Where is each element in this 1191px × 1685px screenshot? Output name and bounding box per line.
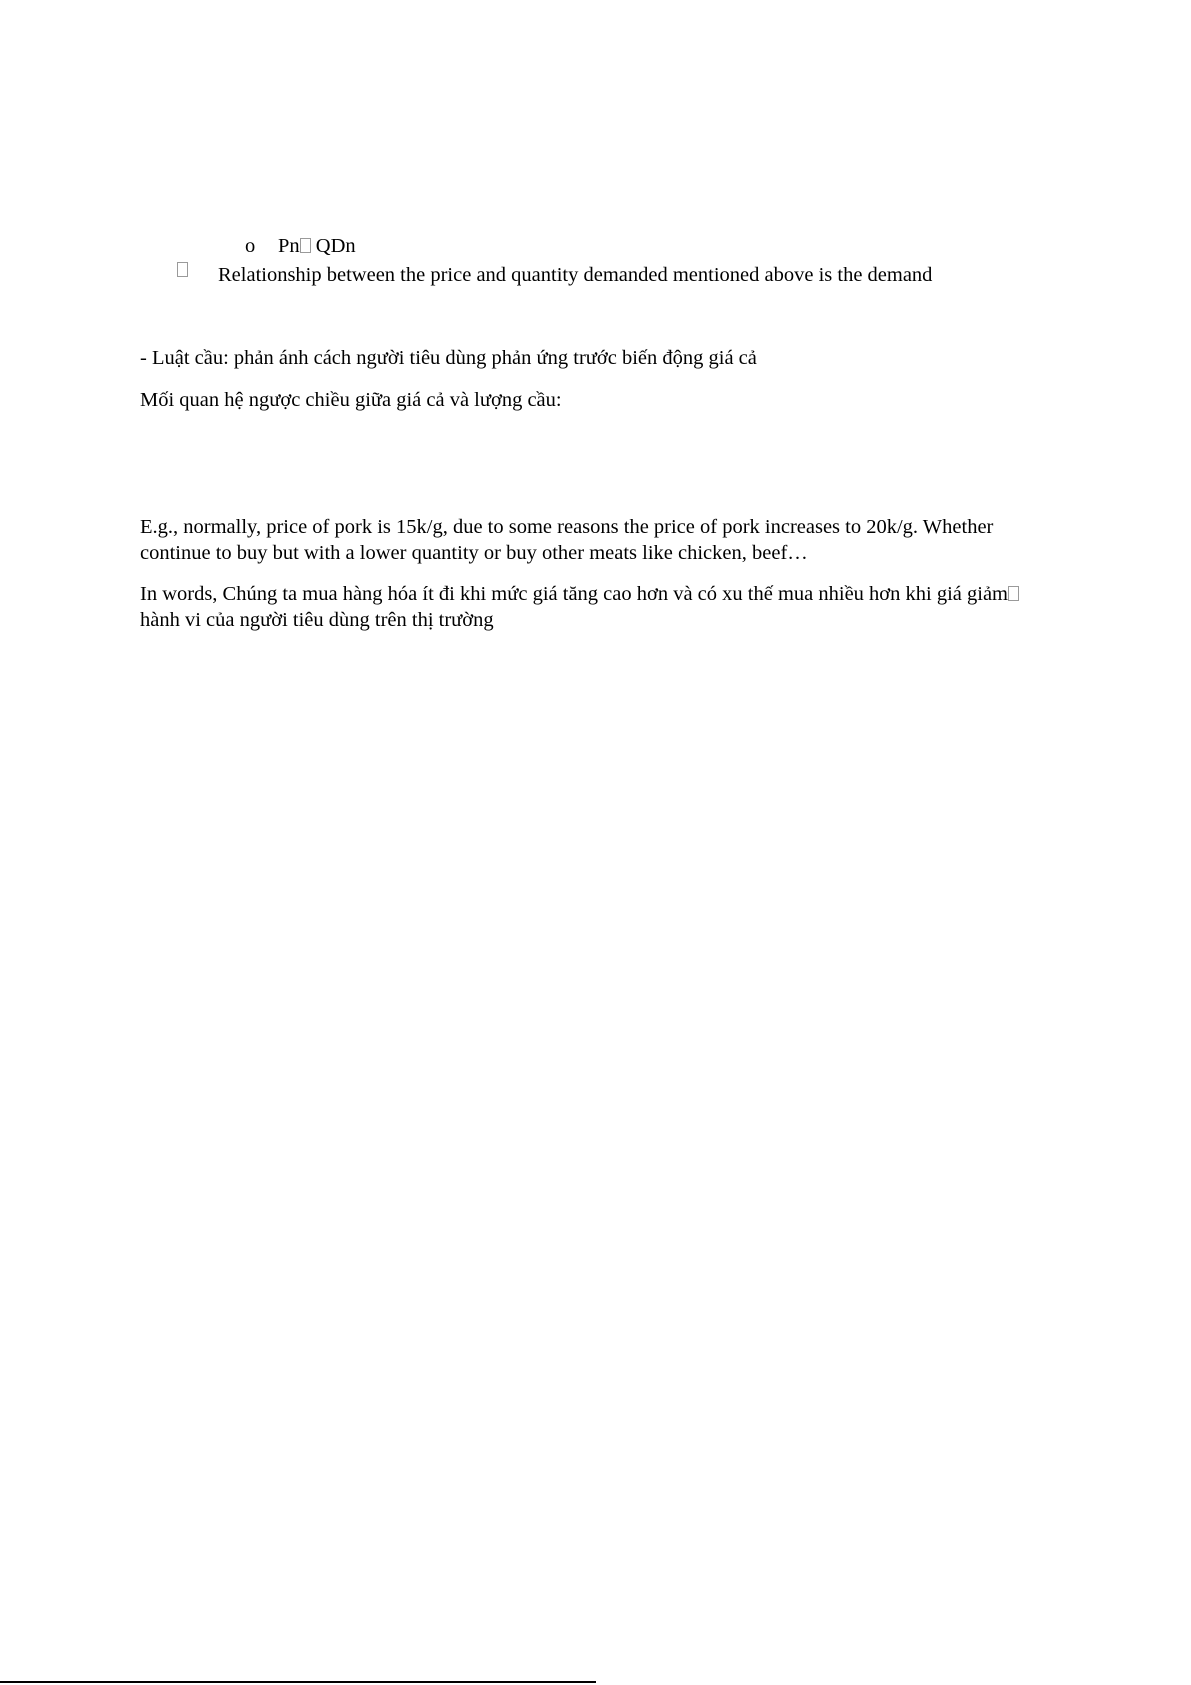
bullet-arrow-icon — [177, 262, 188, 277]
sublist-text-before: Pn — [278, 235, 300, 257]
in-words-paragraph — [140, 581, 1060, 633]
sublist-text-after: QDn — [310, 235, 356, 257]
example-paragraph: E.g., normally, price of pork is 15k/g, due to some reasons the price of pork increases to 20k/g. Whether continue to buy but with a lower quantity or buy other meats like chicken, beef… — [140, 516, 994, 564]
sublist-marker: o — [245, 235, 256, 257]
inverse-relation-paragraph: Mối quan hệ ngược chiều giữa giá cả và lượng cầu: — [140, 389, 562, 411]
in-words-text-after: hành vi của người tiêu dùng trên thị trường — [140, 609, 494, 631]
footer-divider — [0, 1681, 596, 1683]
in-words-text-before: In words, Chúng ta mua hàng hóa ít đi khi mức giá tăng cao hơn và có xu thế mua nhiều hơn khi giá giảm — [140, 583, 1008, 605]
arrow-glyph-icon — [1008, 586, 1019, 601]
law-of-demand-paragraph: - Luật cầu: phản ánh cách người tiêu dùng phản ứng trước biến động giá cả — [140, 347, 757, 369]
bullet-item-text: Relationship between the price and quantity demanded mentioned above is the demand — [218, 264, 933, 286]
arrow-glyph-icon — [300, 238, 311, 253]
sublist-item — [278, 233, 356, 259]
